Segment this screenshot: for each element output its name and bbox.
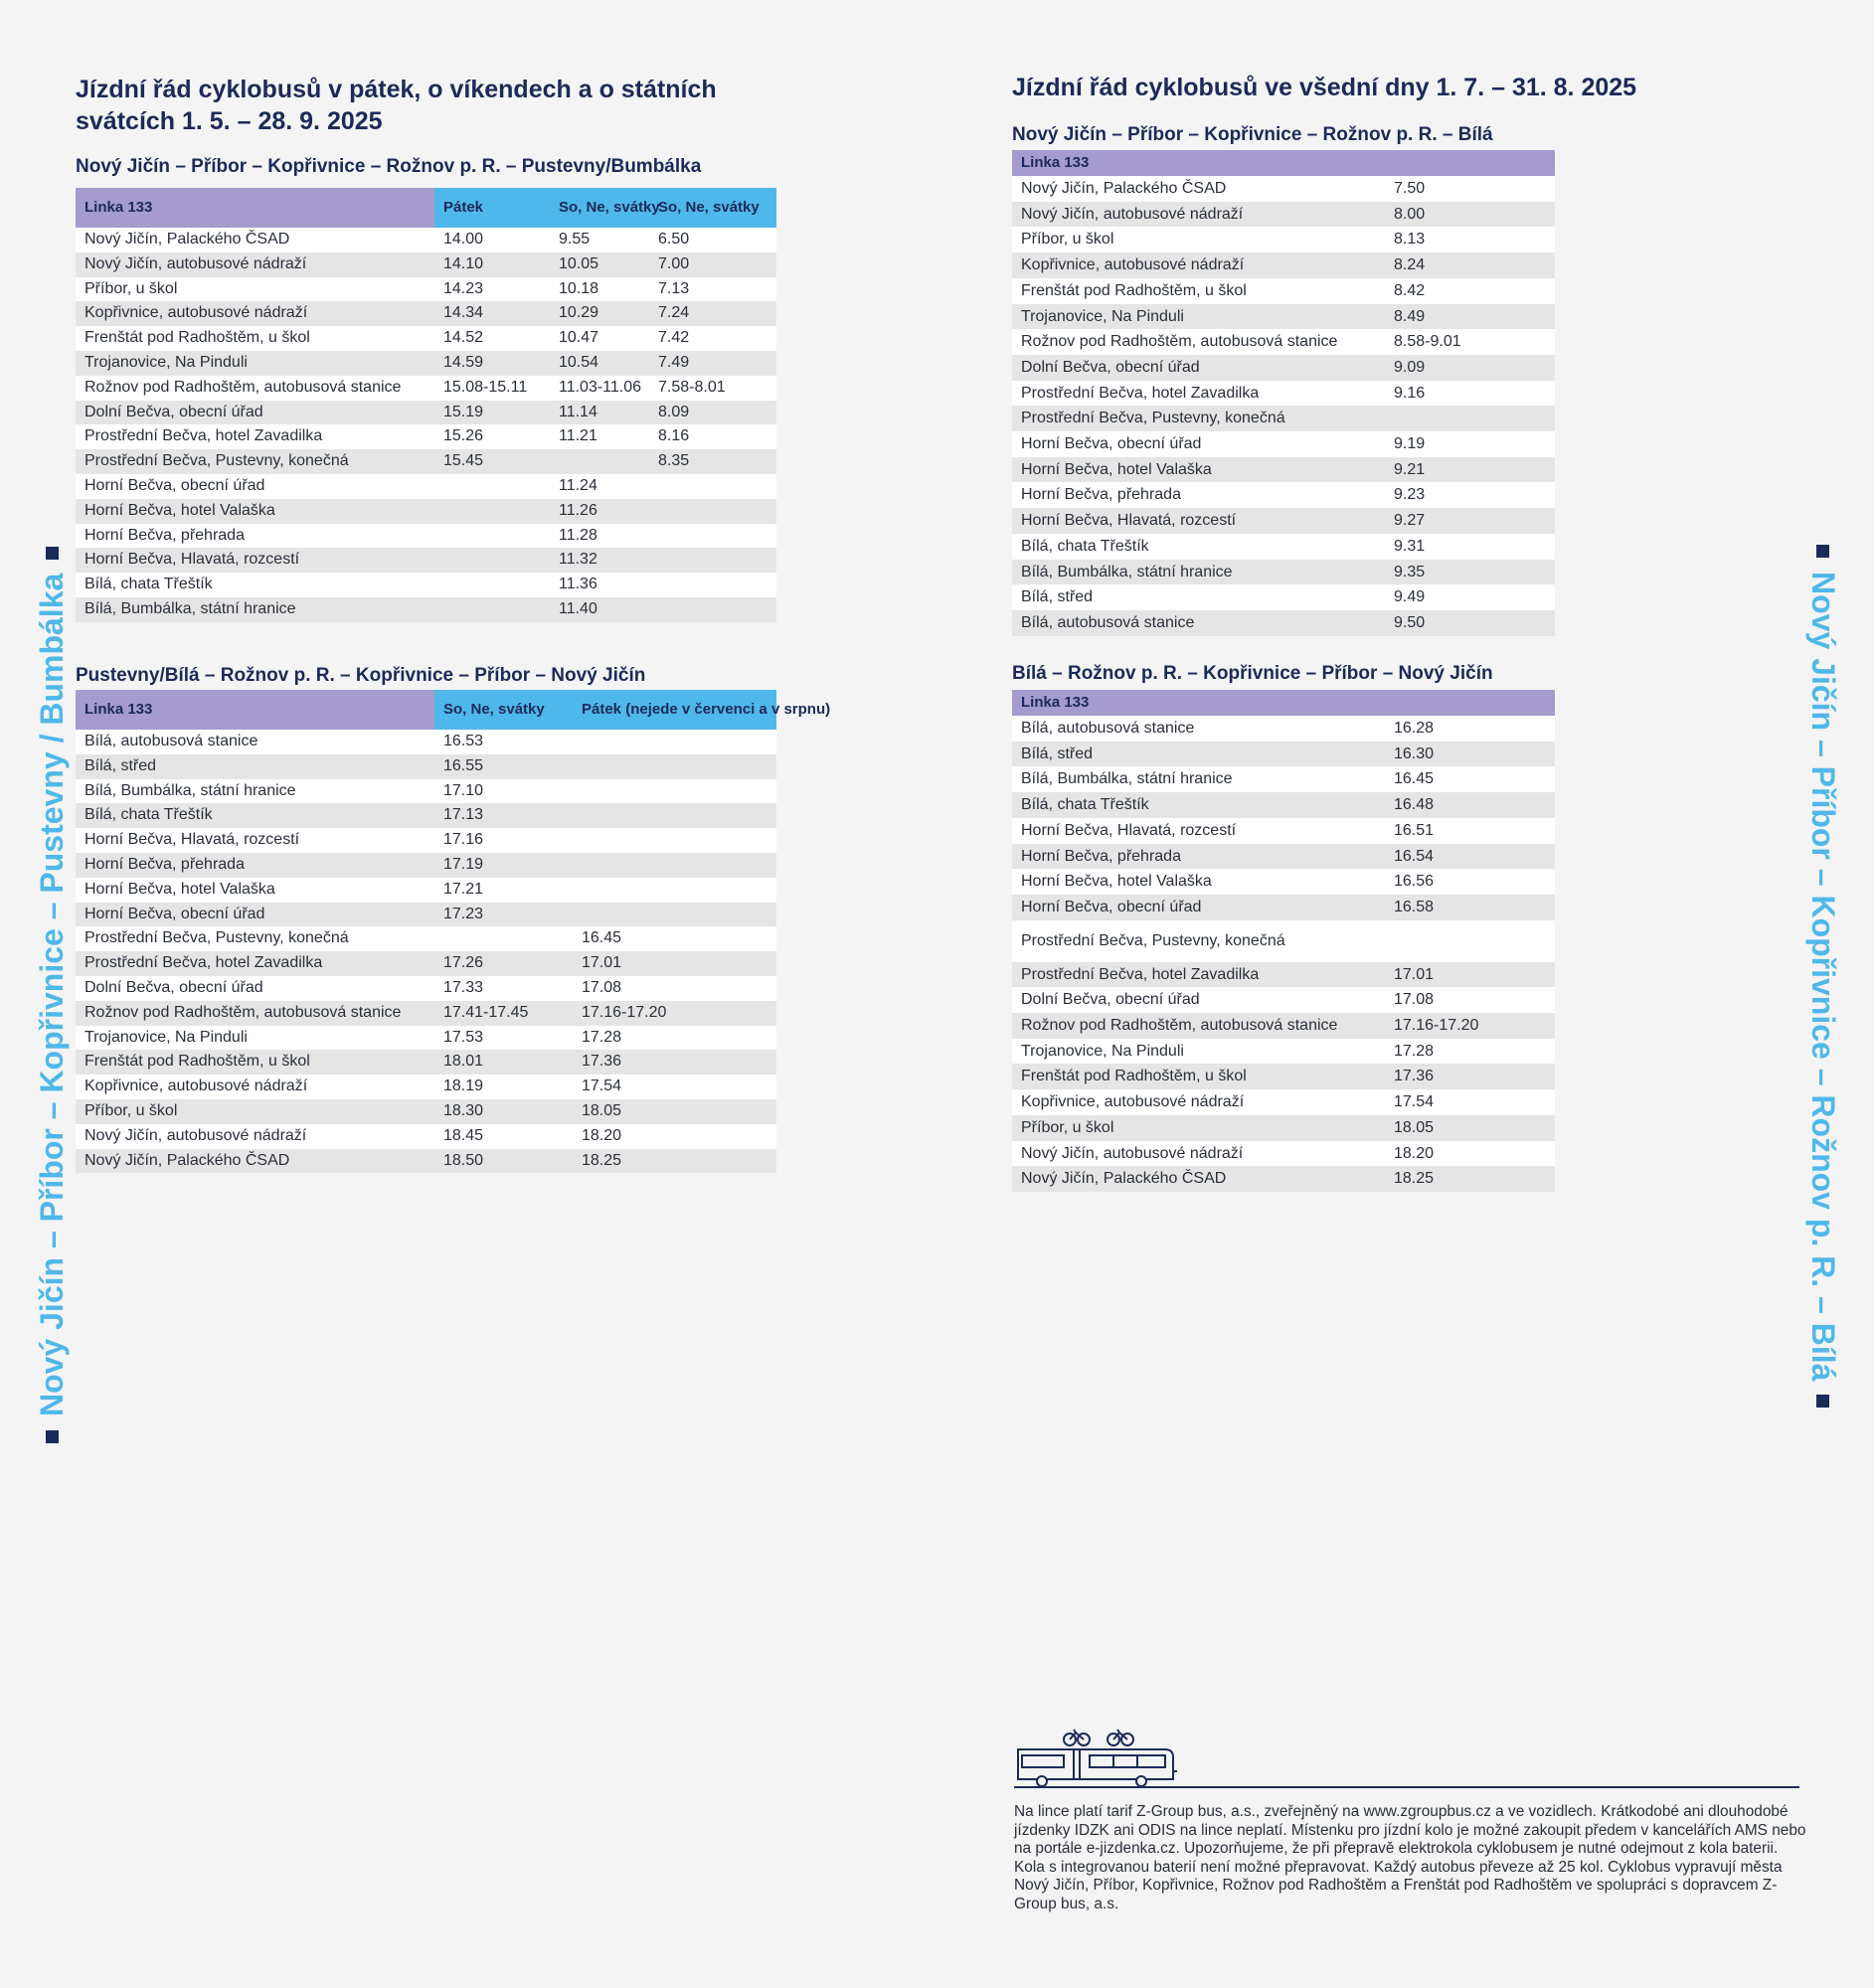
column-header-line: Linka 133	[1012, 150, 1385, 176]
stop-name-cell: Nový Jičín, autobusové nádraží	[76, 1124, 434, 1149]
departure-time-cell: 18.05	[1385, 1115, 1555, 1141]
stop-name-cell: Rožnov pod Radhoštěm, autobusová stanice	[1012, 329, 1385, 355]
departure-time-cell: 16.45	[573, 926, 776, 951]
stop-name-cell: Dolní Bečva, obecní úřad	[1012, 355, 1385, 381]
departure-time-cell: 17.36	[573, 1050, 776, 1075]
table-row	[76, 853, 776, 878]
stop-name-cell: Rožnov pod Radhoštěm, autobusová stanice	[76, 1001, 434, 1026]
departure-time-cell: 17.13	[434, 803, 573, 828]
table-row	[76, 730, 776, 754]
departure-time-cell: 8.00	[1385, 202, 1555, 228]
table-row	[76, 1149, 776, 1174]
stop-name-cell: Prostřední Bečva, Pustevny, konečná	[1012, 920, 1385, 962]
departure-time-cell: 9.19	[1385, 431, 1555, 457]
timetable-right-return	[1012, 690, 1555, 1192]
table-row	[1012, 176, 1555, 202]
table-row	[76, 401, 776, 425]
departure-time-cell: 16.56	[1385, 869, 1555, 895]
table-row	[1012, 329, 1555, 355]
table-row	[1012, 584, 1555, 610]
departure-time-cell: 8.49	[1385, 304, 1555, 330]
departure-time-cell	[573, 903, 776, 927]
stop-name-cell: Příbor, u škol	[76, 1099, 434, 1124]
stop-name-cell: Bílá, chata Třeštík	[1012, 534, 1385, 560]
table-row	[76, 474, 776, 499]
departure-time-cell: 9.27	[1385, 508, 1555, 534]
right-table2-subtitle: Bílá – Rožnov p. R. – Kopřivnice – Příbor – Nový Jičín	[1012, 663, 1493, 684]
table-row	[76, 903, 776, 927]
departure-time-cell: 7.13	[649, 277, 776, 302]
table-row	[76, 499, 776, 524]
table-row	[1012, 962, 1555, 988]
stop-name-cell: Bílá, chata Třeštík	[76, 803, 434, 828]
stop-name-cell: Kopřivnice, autobusové nádraží	[76, 301, 434, 326]
column-header-friday: Pátek	[434, 188, 550, 228]
table-row	[1012, 482, 1555, 508]
departure-time-cell: 17.08	[1385, 987, 1555, 1013]
bus-with-bicycles-icon	[1014, 1728, 1179, 1794]
stop-name-cell: Dolní Bečva, obecní úřad	[76, 401, 434, 425]
stop-name-cell: Bílá, autobusová stanice	[1012, 610, 1385, 636]
departure-time-cell: 9.21	[1385, 457, 1555, 483]
table-row	[76, 779, 776, 804]
stop-name-cell: Frenštát pod Radhoštěm, u škol	[1012, 278, 1385, 304]
departure-time-cell: 17.23	[434, 903, 573, 927]
stop-name-cell: Kopřivnice, autobusové nádraží	[1012, 252, 1385, 278]
departure-time-cell: 10.05	[550, 252, 649, 277]
stop-name-cell: Horní Bečva, Hlavatá, rozcestí	[1012, 508, 1385, 534]
square-bullet-icon	[1816, 1395, 1829, 1408]
stop-name-cell: Horní Bečva, obecní úřad	[76, 903, 434, 927]
column-header-time	[1385, 690, 1555, 716]
table-row	[76, 301, 776, 326]
departure-time-cell	[573, 878, 776, 903]
stop-name-cell: Bílá, Bumbálka, státní hranice	[76, 779, 434, 804]
table-row	[76, 449, 776, 474]
table-row	[1012, 278, 1555, 304]
stop-name-cell: Prostřední Bečva, hotel Zavadilka	[76, 424, 434, 449]
stop-name-cell: Příbor, u škol	[1012, 227, 1385, 252]
stop-name-cell: Bílá, autobusová stanice	[1012, 716, 1385, 742]
table-row	[1012, 252, 1555, 278]
table-row	[1012, 1089, 1555, 1115]
table-row	[1012, 457, 1555, 483]
departure-time-cell: 9.16	[1385, 381, 1555, 407]
table-row	[1012, 818, 1555, 844]
table-row	[1012, 920, 1555, 962]
departure-time-cell: 18.20	[1385, 1141, 1555, 1167]
stop-name-cell: Trojanovice, Na Pinduli	[76, 351, 434, 376]
side-route-text: Nový Jičín – Příbor – Kopřivnice – Pustevny / Bumbálka	[34, 573, 70, 1416]
table-row	[1012, 1166, 1555, 1192]
table-row	[1012, 304, 1555, 330]
departure-time-cell	[434, 597, 550, 622]
departure-time-cell: 9.35	[1385, 560, 1555, 585]
stop-name-cell: Frenštát pod Radhoštěm, u škol	[76, 1050, 434, 1075]
departure-time-cell: 18.30	[434, 1099, 573, 1124]
stop-name-cell: Horní Bečva, Hlavatá, rozcestí	[1012, 818, 1385, 844]
table-row	[1012, 560, 1555, 585]
table-row	[76, 252, 776, 277]
table-row	[1012, 895, 1555, 920]
departure-time-cell: 17.33	[434, 976, 573, 1001]
departure-time-cell: 18.25	[1385, 1166, 1555, 1192]
side-route-label-left	[34, 547, 71, 1443]
stop-name-cell: Dolní Bečva, obecní úřad	[76, 976, 434, 1001]
departure-time-cell: 7.49	[649, 351, 776, 376]
stop-name-cell: Frenštát pod Radhoštěm, u škol	[1012, 1064, 1385, 1089]
stop-name-cell: Bílá, střed	[1012, 742, 1385, 767]
departure-time-cell: 17.19	[434, 853, 573, 878]
stop-name-cell: Trojanovice, Na Pinduli	[76, 1026, 434, 1051]
departure-time-cell: 17.41-17.45	[434, 1001, 573, 1026]
departure-time-cell	[573, 828, 776, 853]
stop-name-cell: Trojanovice, Na Pinduli	[1012, 1039, 1385, 1065]
departure-time-cell: 17.28	[1385, 1039, 1555, 1065]
departure-time-cell: 7.24	[649, 301, 776, 326]
table-row	[76, 351, 776, 376]
stop-name-cell: Bílá, střed	[76, 754, 434, 779]
departure-time-cell: 17.28	[573, 1026, 776, 1051]
stop-name-cell: Bílá, Bumbálka, státní hranice	[76, 597, 434, 622]
departure-time-cell: 10.18	[550, 277, 649, 302]
departure-time-cell: 8.58-9.01	[1385, 329, 1555, 355]
table-row	[76, 228, 776, 252]
stop-name-cell: Prostřední Bečva, hotel Zavadilka	[76, 951, 434, 976]
departure-time-cell: 14.34	[434, 301, 550, 326]
table-row	[76, 548, 776, 573]
departure-time-cell	[649, 597, 776, 622]
stop-name-cell: Horní Bečva, obecní úřad	[76, 474, 434, 499]
timetable-right-outbound	[1012, 150, 1555, 636]
right-table1-subtitle: Nový Jičín – Příbor – Kopřivnice – Rožnov p. R. – Bílá	[1012, 124, 1493, 145]
departure-time-cell: 17.54	[1385, 1089, 1555, 1115]
departure-time-cell: 17.54	[573, 1075, 776, 1099]
departure-time-cell: 7.58-8.01	[649, 376, 776, 401]
table-row	[1012, 1064, 1555, 1089]
stop-name-cell: Horní Bečva, přehrada	[76, 524, 434, 549]
stop-name-cell: Prostřední Bečva, hotel Zavadilka	[1012, 962, 1385, 988]
departure-time-cell: 9.49	[1385, 584, 1555, 610]
table-row	[1012, 987, 1555, 1013]
departure-time-cell	[649, 548, 776, 573]
left-table2-subtitle: Pustevny/Bílá – Rožnov p. R. – Kopřivnice – Příbor – Nový Jičín	[76, 665, 646, 686]
departure-time-cell: 11.26	[550, 499, 649, 524]
column-header-line: Linka 133	[76, 188, 434, 228]
table-row	[1012, 1039, 1555, 1065]
stop-name-cell: Horní Bečva, přehrada	[76, 853, 434, 878]
departure-time-cell: 11.40	[550, 597, 649, 622]
departure-time-cell	[434, 926, 573, 951]
departure-time-cell: 17.21	[434, 878, 573, 903]
table-row	[1012, 406, 1555, 431]
departure-time-cell: 18.50	[434, 1149, 573, 1174]
stop-name-cell: Horní Bečva, hotel Valaška	[1012, 457, 1385, 483]
departure-time-cell: 16.28	[1385, 716, 1555, 742]
departure-time-cell: 16.53	[434, 730, 573, 754]
departure-time-cell	[649, 573, 776, 597]
departure-time-cell	[434, 524, 550, 549]
table-row	[76, 803, 776, 828]
table-row	[76, 524, 776, 549]
table-row	[76, 1099, 776, 1124]
table-row	[76, 828, 776, 853]
table-row	[76, 376, 776, 401]
stop-name-cell: Nový Jičín, Palackého ČSAD	[76, 228, 434, 252]
departure-time-cell	[573, 853, 776, 878]
table-row	[1012, 508, 1555, 534]
column-header-line: Linka 133	[1012, 690, 1385, 716]
departure-time-cell: 18.20	[573, 1124, 776, 1149]
stop-name-cell: Horní Bečva, hotel Valaška	[76, 878, 434, 903]
footer-note: Na lince platí tarif Z-Group bus, a.s., zveřejněný na www.zgroupbus.cz a ve vozidlech. Krátkodobé ani dlouhodobé jízdenky IDZK ani ODIS na lince neplatí. Místenku pro jízdní kolo je možné zakoupit předem v kancelářích AMS nebo na portále e-jizdenka.cz. Upozorňujeme, že při přepravě elektrokola cyklobusem je nutné odejmout z kola baterii. Kola s integrovanou baterií není možné přepravovat. Každý autobus převeze až 25 kol. Cyklobus vypravují města Nový Jičín, Příbor, Kopřivnice, Rožnov pod Radhoštěm a Frenštát pod Radhoštěm ve spolupráci s dopravcem Z-Group bus, a.s.	[1014, 1803, 1806, 1912]
departure-time-cell: 11.03-11.06	[550, 376, 649, 401]
table-row	[1012, 355, 1555, 381]
departure-time-cell: 8.16	[649, 424, 776, 449]
table-row	[76, 597, 776, 622]
stop-name-cell: Horní Bečva, obecní úřad	[1012, 895, 1385, 920]
departure-time-cell: 7.42	[649, 326, 776, 351]
table-row	[1012, 1013, 1555, 1039]
stop-name-cell: Frenštát pod Radhoštěm, u škol	[76, 326, 434, 351]
table-row	[1012, 202, 1555, 228]
stop-name-cell: Trojanovice, Na Pinduli	[1012, 304, 1385, 330]
column-header-weekend: So, Ne, svátky	[434, 690, 573, 730]
departure-time-cell: 11.36	[550, 573, 649, 597]
table-row	[76, 326, 776, 351]
departure-time-cell: 14.10	[434, 252, 550, 277]
departure-time-cell: 18.45	[434, 1124, 573, 1149]
table-row	[1012, 716, 1555, 742]
departure-time-cell: 15.19	[434, 401, 550, 425]
departure-time-cell	[573, 730, 776, 754]
departure-time-cell: 17.36	[1385, 1064, 1555, 1089]
table-row	[1012, 792, 1555, 818]
departure-time-cell: 8.09	[649, 401, 776, 425]
departure-time-cell: 17.08	[573, 976, 776, 1001]
left-title: Jízdní řád cyklobusů v pátek, o víkendech a o státních svátcích 1. 5. – 28. 9. 2025	[76, 76, 717, 135]
departure-time-cell	[649, 499, 776, 524]
column-header-time	[1385, 150, 1555, 176]
departure-time-cell: 14.23	[434, 277, 550, 302]
column-header-friday: Pátek (nejede v červenci a v srpnu)	[573, 690, 776, 730]
table-row	[1012, 227, 1555, 252]
table-row	[1012, 1141, 1555, 1167]
departure-time-cell: 18.25	[573, 1149, 776, 1174]
departure-time-cell: 15.45	[434, 449, 550, 474]
departure-time-cell: 16.45	[1385, 766, 1555, 792]
departure-time-cell: 10.47	[550, 326, 649, 351]
stop-name-cell: Příbor, u škol	[76, 277, 434, 302]
departure-time-cell	[649, 474, 776, 499]
table-row	[1012, 1115, 1555, 1141]
table-row	[76, 424, 776, 449]
departure-time-cell	[1385, 920, 1555, 962]
stop-name-cell: Horní Bečva, Hlavatá, rozcestí	[76, 828, 434, 853]
departure-time-cell: 11.32	[550, 548, 649, 573]
table-row	[1012, 431, 1555, 457]
square-bullet-icon	[46, 547, 59, 560]
stop-name-cell: Horní Bečva, hotel Valaška	[76, 499, 434, 524]
departure-time-cell: 16.58	[1385, 895, 1555, 920]
departure-time-cell: 10.54	[550, 351, 649, 376]
departure-time-cell: 9.23	[1385, 482, 1555, 508]
departure-time-cell	[649, 524, 776, 549]
stop-name-cell: Horní Bečva, Hlavatá, rozcestí	[76, 548, 434, 573]
departure-time-cell: 8.13	[1385, 227, 1555, 252]
departure-time-cell: 16.48	[1385, 792, 1555, 818]
table-row	[76, 878, 776, 903]
stop-name-cell: Bílá, střed	[1012, 584, 1385, 610]
table-row	[1012, 610, 1555, 636]
stop-name-cell: Nový Jičín, Palackého ČSAD	[1012, 1166, 1385, 1192]
departure-time-cell: 16.54	[1385, 844, 1555, 870]
departure-time-cell: 9.09	[1385, 355, 1555, 381]
departure-time-cell: 18.05	[573, 1099, 776, 1124]
stop-name-cell: Bílá, autobusová stanice	[76, 730, 434, 754]
stop-name-cell: Rožnov pod Radhoštěm, autobusová stanice	[1012, 1013, 1385, 1039]
table-row	[76, 951, 776, 976]
table-row	[1012, 534, 1555, 560]
table-row	[76, 926, 776, 951]
departure-time-cell: 6.50	[649, 228, 776, 252]
square-bullet-icon	[1816, 545, 1829, 558]
departure-time-cell: 7.00	[649, 252, 776, 277]
table-row	[1012, 742, 1555, 767]
departure-time-cell: 15.26	[434, 424, 550, 449]
table-row	[76, 754, 776, 779]
departure-time-cell: 14.00	[434, 228, 550, 252]
side-route-text: Nový Jičín – Příbor – Kopřivnice – Rožnov p. R. – Bílá	[1805, 572, 1841, 1382]
stop-name-cell: Horní Bečva, přehrada	[1012, 482, 1385, 508]
footer-divider	[1014, 1786, 1799, 1788]
table-row	[76, 976, 776, 1001]
departure-time-cell: 17.16-17.20	[1385, 1013, 1555, 1039]
departure-time-cell	[1385, 406, 1555, 431]
departure-time-cell: 14.52	[434, 326, 550, 351]
timetable-left-outbound	[76, 188, 776, 622]
departure-time-cell: 17.26	[434, 951, 573, 976]
departure-time-cell: 17.01	[573, 951, 776, 976]
timetable-left-return	[76, 690, 831, 1173]
departure-time-cell: 18.01	[434, 1050, 573, 1075]
stop-name-cell: Bílá, chata Třeštík	[1012, 792, 1385, 818]
departure-time-cell: 17.10	[434, 779, 573, 804]
departure-time-cell	[573, 754, 776, 779]
stop-name-cell: Horní Bečva, přehrada	[1012, 844, 1385, 870]
departure-time-cell: 10.29	[550, 301, 649, 326]
stop-name-cell: Nový Jičín, autobusové nádraží	[1012, 202, 1385, 228]
table-row	[76, 1050, 776, 1075]
stop-name-cell: Nový Jičín, Palackého ČSAD	[76, 1149, 434, 1174]
departure-time-cell: 16.55	[434, 754, 573, 779]
left-table1-subtitle: Nový Jičín – Příbor – Kopřivnice – Rožnov p. R. – Pustevny/Bumbálka	[76, 156, 702, 177]
stop-name-cell: Kopřivnice, autobusové nádraží	[76, 1075, 434, 1099]
departure-time-cell: 8.42	[1385, 278, 1555, 304]
stop-name-cell: Prostřední Bečva, Pustevny, konečná	[1012, 406, 1385, 431]
departure-time-cell: 17.01	[1385, 962, 1555, 988]
departure-time-cell: 18.19	[434, 1075, 573, 1099]
stop-name-cell: Nový Jičín, Palackého ČSAD	[1012, 176, 1385, 202]
departure-time-cell: 11.28	[550, 524, 649, 549]
departure-time-cell	[573, 803, 776, 828]
stop-name-cell: Nový Jičín, autobusové nádraží	[1012, 1141, 1385, 1167]
stop-name-cell: Dolní Bečva, obecní úřad	[1012, 987, 1385, 1013]
departure-time-cell	[434, 573, 550, 597]
stop-name-cell: Bílá, Bumbálka, státní hranice	[1012, 560, 1385, 585]
column-header-weekend-2: So, Ne, svátky	[649, 188, 776, 228]
departure-time-cell: 17.16-17.20	[573, 1001, 776, 1026]
table-row	[76, 277, 776, 302]
departure-time-cell: 11.24	[550, 474, 649, 499]
stop-name-cell: Prostřední Bečva, Pustevny, konečná	[76, 449, 434, 474]
departure-time-cell: 15.08-15.11	[434, 376, 550, 401]
table-row	[1012, 844, 1555, 870]
stop-name-cell: Bílá, chata Třeštík	[76, 573, 434, 597]
departure-time-cell: 9.50	[1385, 610, 1555, 636]
stop-name-cell: Nový Jičín, autobusové nádraží	[76, 252, 434, 277]
departure-time-cell	[434, 474, 550, 499]
column-header-weekend: So, Ne, svátky	[550, 188, 649, 228]
table-row	[1012, 869, 1555, 895]
table-row	[1012, 381, 1555, 407]
stop-name-cell: Rožnov pod Radhoštěm, autobusová stanice	[76, 376, 434, 401]
table-row	[76, 1001, 776, 1026]
stop-name-cell: Prostřední Bečva, hotel Zavadilka	[1012, 381, 1385, 407]
stop-name-cell: Příbor, u škol	[1012, 1115, 1385, 1141]
departure-time-cell: 16.51	[1385, 818, 1555, 844]
stop-name-cell: Prostřední Bečva, Pustevny, konečná	[76, 926, 434, 951]
departure-time-cell: 8.35	[649, 449, 776, 474]
departure-time-cell: 17.53	[434, 1026, 573, 1051]
stop-name-cell: Horní Bečva, hotel Valaška	[1012, 869, 1385, 895]
departure-time-cell: 8.24	[1385, 252, 1555, 278]
departure-time-cell	[434, 548, 550, 573]
departure-time-cell: 9.31	[1385, 534, 1555, 560]
right-title: Jízdní řád cyklobusů ve všední dny 1. 7. – 31. 8. 2025	[1012, 74, 1637, 101]
table-row	[76, 573, 776, 597]
departure-time-cell	[550, 449, 649, 474]
side-route-label-right	[1804, 545, 1841, 1408]
stop-name-cell: Bílá, Bumbálka, státní hranice	[1012, 766, 1385, 792]
table-row	[76, 1124, 776, 1149]
table-row	[76, 1026, 776, 1051]
departure-time-cell: 14.59	[434, 351, 550, 376]
departure-time-cell	[434, 499, 550, 524]
stop-name-cell: Kopřivnice, autobusové nádraží	[1012, 1089, 1385, 1115]
table-row	[1012, 766, 1555, 792]
departure-time-cell: 11.21	[550, 424, 649, 449]
table-row	[76, 1075, 776, 1099]
departure-time-cell: 7.50	[1385, 176, 1555, 202]
departure-time-cell: 17.16	[434, 828, 573, 853]
stop-name-cell: Horní Bečva, obecní úřad	[1012, 431, 1385, 457]
departure-time-cell: 16.30	[1385, 742, 1555, 767]
departure-time-cell: 11.14	[550, 401, 649, 425]
square-bullet-icon	[46, 1430, 59, 1443]
column-header-line: Linka 133	[76, 690, 434, 730]
departure-time-cell	[573, 779, 776, 804]
departure-time-cell: 9.55	[550, 228, 649, 252]
